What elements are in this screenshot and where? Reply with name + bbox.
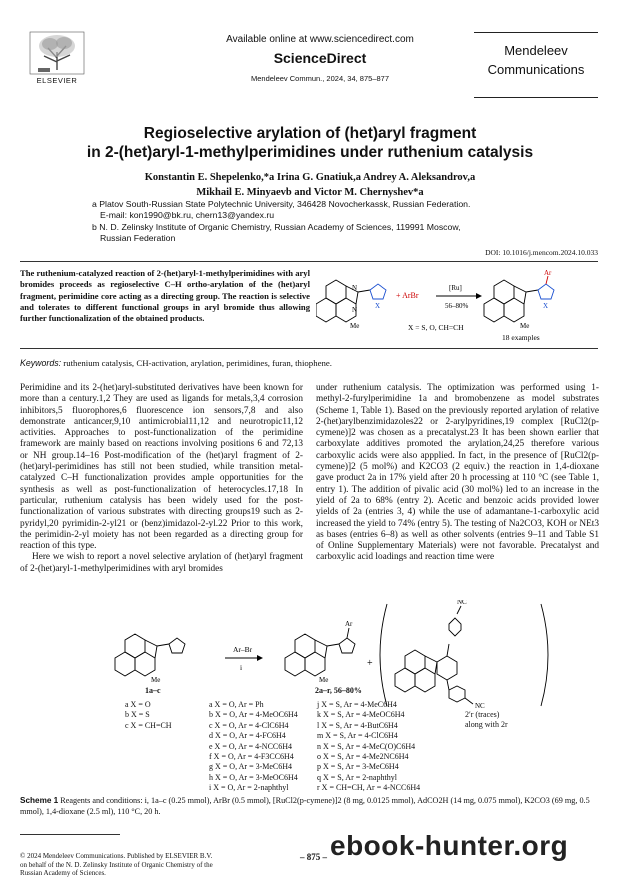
sm-entry: b X = S xyxy=(125,710,150,720)
entry: b X = O, Ar = 4-MeOC6H4 xyxy=(209,710,298,720)
title-line-1: Regioselective arylation of (het)aryl fragment xyxy=(143,125,477,142)
scheme-side-label: 2′r (traces) xyxy=(465,710,500,719)
footer-divider xyxy=(20,834,120,835)
ga-x-label: X xyxy=(375,302,381,310)
affiliation-b-country: Russian Federation xyxy=(100,233,176,244)
publisher-name: ELSEVIER xyxy=(36,76,78,85)
journal-name-line2: Communications xyxy=(487,62,585,77)
journal-name-box xyxy=(474,32,598,98)
scheme-step: i xyxy=(240,663,243,672)
graphical-abstract xyxy=(316,268,598,348)
paragraph: Perimidine and its 2-(het)aryl-substituted derivatives have been known for more than a century.1,2 They are used as ligands for metals,3,4 corrosion inhibitors,5 fluorophores,6 fluorescence ion sensors,7,8 and also demonstrate anticancer,9,10 antimicrobial11,12 and neurotropic11,12 activities. Approaches to post-functionalization of the perimidine framework are mainly based on reactions involving positions 6 and 72,13 or NH group.14–16 Post-modification of the (het)aryl fragment of 2-(het)aryl-perimidines has still not been studied, while transition metal-catalyzed C–H functionalization provides ample opportunities for the synthesis as well as post-functionalization of heterocycles.17,18 In particular, ruthenium catalysis has been widely used for the post-functionalization of various substrates with directing groups19 such as 2-pyridyl,20 pyrimidin-2-yl21 or (benz)imidazol-2-yl.22 Prior to this work, the perimidin-2-yl moiety has not been regarded as a directing group for reaction of this type. xyxy=(20,383,303,552)
entry: k X = S, Ar = 4-MeOC6H4 xyxy=(317,710,405,720)
doi-link[interactable]: DOI: 10.1016/j.mencom.2024.10.033 xyxy=(485,248,598,257)
entry: a X = O, Ar = Ph xyxy=(209,700,264,709)
abstract-text: The ruthenium-catalyzed reaction of 2-(het)aryl-1-methylperimidines with aryl bromides proceeds as regioselective C–H ortho-arylation of the (het)aryl fragment, perimidine core acting as a directing group. The reaction is selective and tolerates to different functional groups in aryl bromide thus allowing further functionalization of the obtained products. xyxy=(20,268,310,324)
article-title xyxy=(20,124,600,162)
entry: h X = O, Ar = 3-MeOC6H4 xyxy=(209,772,298,782)
affiliation-a: a Platov South-Russian State Polytechnic University, 346428 Novocherkassk, Russian Federation. xyxy=(92,199,471,209)
entry: p X = S, Ar = 3-MeC6H4 xyxy=(317,762,399,772)
entry: j X = S, Ar = 4-MeC6H4 xyxy=(317,700,397,709)
scheme-sm-label: 1a–c xyxy=(145,686,161,695)
entry: r X = CH=CH, Ar = 4-NCC6H4 xyxy=(317,783,421,793)
paragraph: Here we wish to report a novel selective arylation of (het)aryl fragment of 2-(het)aryl-1-methylperimidines with aryl bromides xyxy=(20,552,303,574)
entry: l X = S, Ar = 4-ButC6H4 xyxy=(317,720,398,730)
scheme-side-label-2: along with 2r xyxy=(465,720,508,729)
entry: f X = O, Ar = 4-F3CC6H4 xyxy=(209,752,294,762)
entry: g X = O, Ar = 3-MeC6H4 xyxy=(209,762,293,772)
sciencedirect-brand: ScienceDirect xyxy=(273,50,367,66)
affiliation-b: b N. D. Zelinsky Institute of Organic Chemistry, Russian Academy of Sciences, 119991 Moscow, xyxy=(92,221,461,232)
ga-reagent: + ArBr xyxy=(396,291,419,300)
entry: m X = S, Ar = 4-ClC6H4 xyxy=(317,731,398,741)
body-column-right xyxy=(316,383,599,564)
body-column-left xyxy=(20,383,303,575)
scheme-reagent: Ar–Br xyxy=(233,645,253,654)
ga-x-definition: X = S, O, CH=CH xyxy=(408,323,464,332)
scheme-1 xyxy=(105,600,550,793)
scheme-entries-right xyxy=(317,700,420,794)
ga-catalyst: [Ru] xyxy=(449,284,462,292)
ga-me-label: Me xyxy=(350,322,360,330)
elsevier-logo xyxy=(22,30,92,88)
entry: i X = O, Ar = 2-naphthyl xyxy=(209,783,289,793)
sm-entry: c X = CH=CH xyxy=(125,720,172,730)
copyright-notice xyxy=(20,852,290,878)
ga-n1-label: N xyxy=(352,284,358,292)
keywords-text: ruthenium catalysis, CH-activation, arylation, perimidines, furan, thiophene. xyxy=(63,358,333,368)
journal-citation: Mendeleev Commun., 2024, 34, 875–877 xyxy=(250,74,389,83)
entry: q X = S, Ar = 2-naphthyl xyxy=(317,772,397,782)
graphical-abstract-scheme xyxy=(316,268,598,348)
watermark: ebook-hunter.org xyxy=(330,830,610,870)
scheme-nc-top: NC xyxy=(457,600,467,606)
author-list xyxy=(20,170,600,200)
authors-line-1: Konstantin E. Shepelenko,*a Irina G. Gnatiuk,a Andrey A. Aleksandrov,a xyxy=(144,172,476,183)
journal-name-line1: Mendeleev xyxy=(504,43,568,58)
ga-product-me-label: Me xyxy=(520,322,530,330)
scheme-caption xyxy=(20,795,598,818)
scheme-nc-bottom: NC xyxy=(475,702,485,710)
keywords xyxy=(20,358,598,368)
ga-product-x-label: X xyxy=(543,302,549,310)
scheme-entries-left xyxy=(209,700,298,794)
authors-line-2: Mikhail E. Minyaevb and Victor M. Chernyshev*a xyxy=(196,187,424,198)
availability-line: Available online at www.sciencedirect.com xyxy=(226,34,414,45)
copyright-line: on behalf of the N. D. Zelinsky Institute of Organic Chemistry of the xyxy=(20,860,213,869)
divider xyxy=(20,261,598,262)
affiliations xyxy=(92,199,532,245)
keywords-label: Keywords: xyxy=(20,358,62,368)
entry: e X = O, Ar = 4-NCC6H4 xyxy=(209,741,293,751)
entry: o X = S, Ar = 4-Me2NC6H4 xyxy=(317,752,409,762)
scheme-sm-me: Me xyxy=(151,676,161,684)
ga-yield: 56–80% xyxy=(445,302,469,310)
entry: d X = O, Ar = 4-FC6H4 xyxy=(209,731,286,741)
scheme-prod-label: 2a–r, 56–80% xyxy=(315,686,362,695)
caption-label: Scheme 1 xyxy=(20,796,59,805)
ga-n2-label: N xyxy=(352,306,358,314)
entry: n X = S, Ar = 4-MeC(O)C6H4 xyxy=(317,741,416,751)
copyright-line: Russian Academy of Sciences. xyxy=(20,869,106,878)
sm-entry: a X = O xyxy=(125,700,151,709)
scheme-sm-entries xyxy=(125,700,172,731)
affiliation-email[interactable]: E-mail: kon1990@bk.ru, chern13@yandex.ru xyxy=(100,210,275,221)
scheme-prod-ar: Ar xyxy=(345,620,353,628)
scheme-prod-me: Me xyxy=(319,676,329,684)
ga-ar-label: Ar xyxy=(544,269,552,277)
entry: c X = O, Ar = 4-ClC6H4 xyxy=(209,720,289,730)
ga-examples: 18 examples xyxy=(502,333,540,342)
divider xyxy=(20,348,598,349)
page-number: – 875 – xyxy=(300,852,327,862)
title-line-2: in 2-(het)aryl-1-methylperimidines under ruthenium catalysis xyxy=(86,144,534,161)
scheme-plus: + xyxy=(367,658,373,669)
caption-text: Reagents and conditions: i, 1a–c (0.25 mmol), ArBr (0.5 mmol), [RuCl2(p-cymene)]2 (8 mg, 0.0125 mmol), AdCO2H (14 mg, 0.075 mmol), K2CO3 (69 mg, 0.5 mmol), 1,4-dioxane (2.5 ml), 110 °C, 20 h. xyxy=(20,796,590,817)
copyright-line: © 2024 Mendeleev Communications. Published by ELSEVIER B.V. xyxy=(20,852,213,860)
paragraph: under ruthenium catalysis. The optimization was performed using 1-methyl-2-furylperimidine 1a and bromobenzene as model substrates (Scheme 1, Table 1). Based on the previously reported arylation of relative 2-(het)arylbenzimidazoles22 or 2-arylpyridines,19 complex [RuCl2(p-cymene)]2 was chosen as a precatalyst.23 It has been shown earlier that carboxylate additives promoted the arylation,24,25 therefore various carboxylic acids were also appplied. In fact, in the presence of [RuCl2(p-cymene)]2 (5 mol%) and K2CO3 (2 equiv.) the reaction in 1,4-dioxane gave product 2a in 17% yield after 20 h processing at 110 °C (see Table 1, entry 1). The addition of pivalic acid (30 mol%) led to an increase in the yield of 2a to 68% (entry 2). Acetic and benzoic acids provided lower yields of 2a (entries 3, 4) while the use of adamantane-1-carboxylic acid increased the yield to 74% (entry 5). The testing of Na2CO3, KOH or NEt3 as bases (entries 6–8) as well as other solvents (entries 9–11 and Table S1 of Online Supplementary Materials) were not favorable. Precatalyst and carboxylic acid loadings and reaction time were xyxy=(316,383,599,563)
